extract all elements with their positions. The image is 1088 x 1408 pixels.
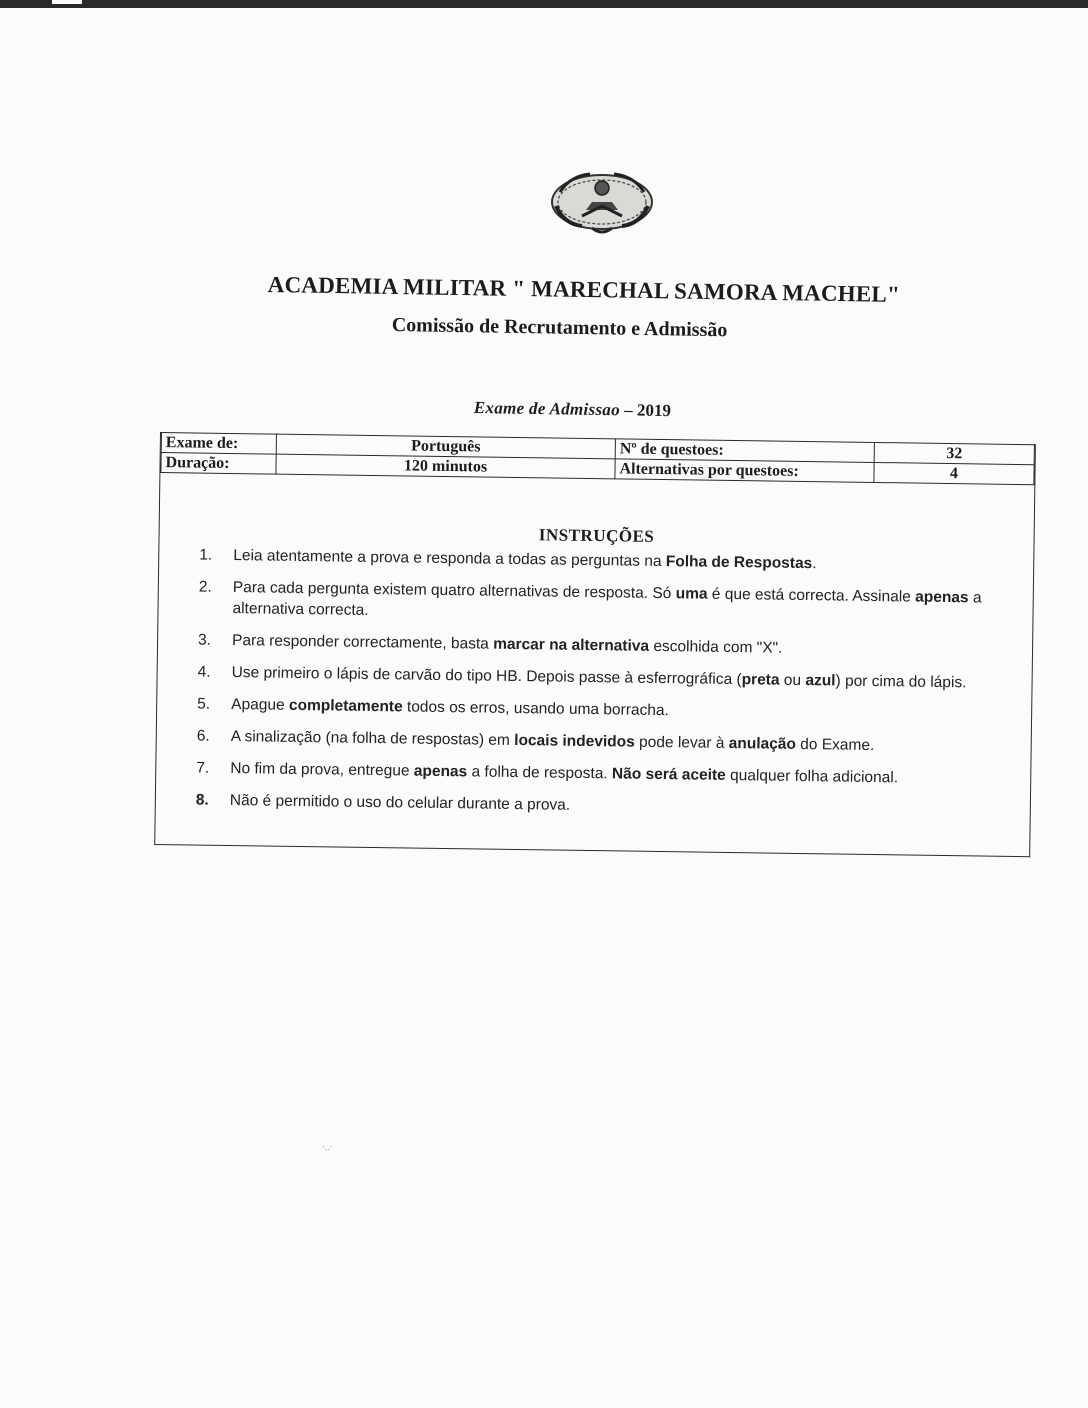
instruction-item: [196, 790, 1016, 822]
instruction-emphasis: Não será aceite: [611, 765, 726, 784]
instruction-text: .: [812, 555, 817, 573]
instruction-emphasis: anulação: [728, 734, 797, 753]
scan-edge: [0, 0, 1088, 8]
instruction-item: [198, 577, 1019, 630]
instruction-text: escolhida com "X".: [648, 637, 783, 657]
instruction-number: 4.: [197, 663, 211, 681]
instruction-number: 7.: [196, 759, 210, 777]
instruction-emphasis: marcar na alternativa: [493, 635, 650, 655]
instruction-item: [196, 758, 1016, 790]
instruction-number: 3.: [197, 631, 212, 649]
instruction-emphasis: preta: [741, 671, 780, 689]
instruction-text: No fim da prova, entregue: [230, 760, 414, 780]
academy-emblem-icon: [546, 166, 658, 238]
instruction-number: 5.: [197, 695, 211, 713]
instruction-text: qualquer folha adicional.: [725, 766, 899, 787]
duration-label: Duração:: [161, 453, 276, 475]
alternatives-count: 4: [874, 462, 1034, 484]
instruction-text: Não é permitido o uso do celular durante a prova.: [229, 792, 571, 814]
instruction-number: 2.: [198, 578, 212, 596]
duration-value: 120 minutos: [276, 454, 615, 479]
instruction-item: [197, 726, 1017, 758]
instruction-text: Apague: [231, 696, 290, 714]
exam-info-table: [160, 432, 1034, 485]
commission-subtitle: Comissão de Recrutamento e Admissão: [391, 314, 728, 342]
instruction-text: Leia atentamente a prova e responda a todas as perguntas na: [233, 547, 666, 571]
questions-label: Nº de questoes:: [615, 439, 874, 463]
instruction-text: todos os erros, usando uma borracha.: [402, 698, 669, 720]
instructions-title: INSTRUÇÕES: [538, 525, 655, 546]
instruction-number: 6.: [196, 727, 210, 745]
instruction-emphasis: azul: [805, 672, 836, 690]
instruction-emphasis: uma: [675, 585, 708, 603]
institution-title: ACADEMIA MILITAR " MARECHAL SAMORA MACHEL": [267, 272, 901, 307]
instruction-text: A sinalização (na folha de respostas) em: [230, 728, 515, 749]
instruction-text: é que está correcta. Assinale: [707, 585, 916, 606]
instruction-text: Para responder correctamente, basta: [231, 632, 494, 653]
exam-heading: [474, 398, 774, 423]
scan-speck: ·..·: [322, 1142, 333, 1152]
instruction-text: ) por cima do lápis.: [835, 672, 967, 692]
scan-edge-gap: [52, 0, 82, 4]
instruction-emphasis: locais indevidos: [514, 731, 635, 751]
instruction-emphasis: apenas: [413, 762, 468, 781]
questions-count: 32: [874, 442, 1034, 464]
exam-subject: Português: [276, 434, 615, 459]
exam-info-box: [154, 432, 1036, 857]
instructions-list: [196, 545, 1020, 833]
instruction-text: ou: [779, 671, 806, 690]
instruction-emphasis: completamente: [288, 696, 403, 716]
instruction-emphasis: Folha de Respostas: [665, 553, 813, 573]
instruction-text: do Exame.: [795, 735, 875, 755]
instruction-item: [198, 662, 1018, 694]
alternatives-label: Alternativas por questoes:: [615, 459, 874, 483]
instruction-text: Use primeiro o lápis de carvão do tipo HB. Depois passe à esferrográfica (: [231, 664, 742, 689]
instruction-text: Para cada pergunta existem quatro alternativas de resposta. Só: [232, 579, 676, 603]
instruction-item: [197, 694, 1017, 726]
instruction-item: [198, 630, 1018, 662]
instruction-text: a alternativa correcta.: [232, 589, 982, 619]
exam-heading-label: Exame de Admissao: [473, 398, 621, 420]
instruction-text: a folha de resposta.: [467, 763, 613, 783]
instruction-emphasis: apenas: [915, 588, 969, 607]
instruction-number: 8.: [195, 791, 209, 809]
exam-heading-year: – 2019: [624, 400, 672, 421]
exam-label: Exame de:: [161, 433, 276, 455]
instruction-number: 1.: [199, 546, 213, 564]
instruction-text: pode levar à: [634, 733, 729, 752]
